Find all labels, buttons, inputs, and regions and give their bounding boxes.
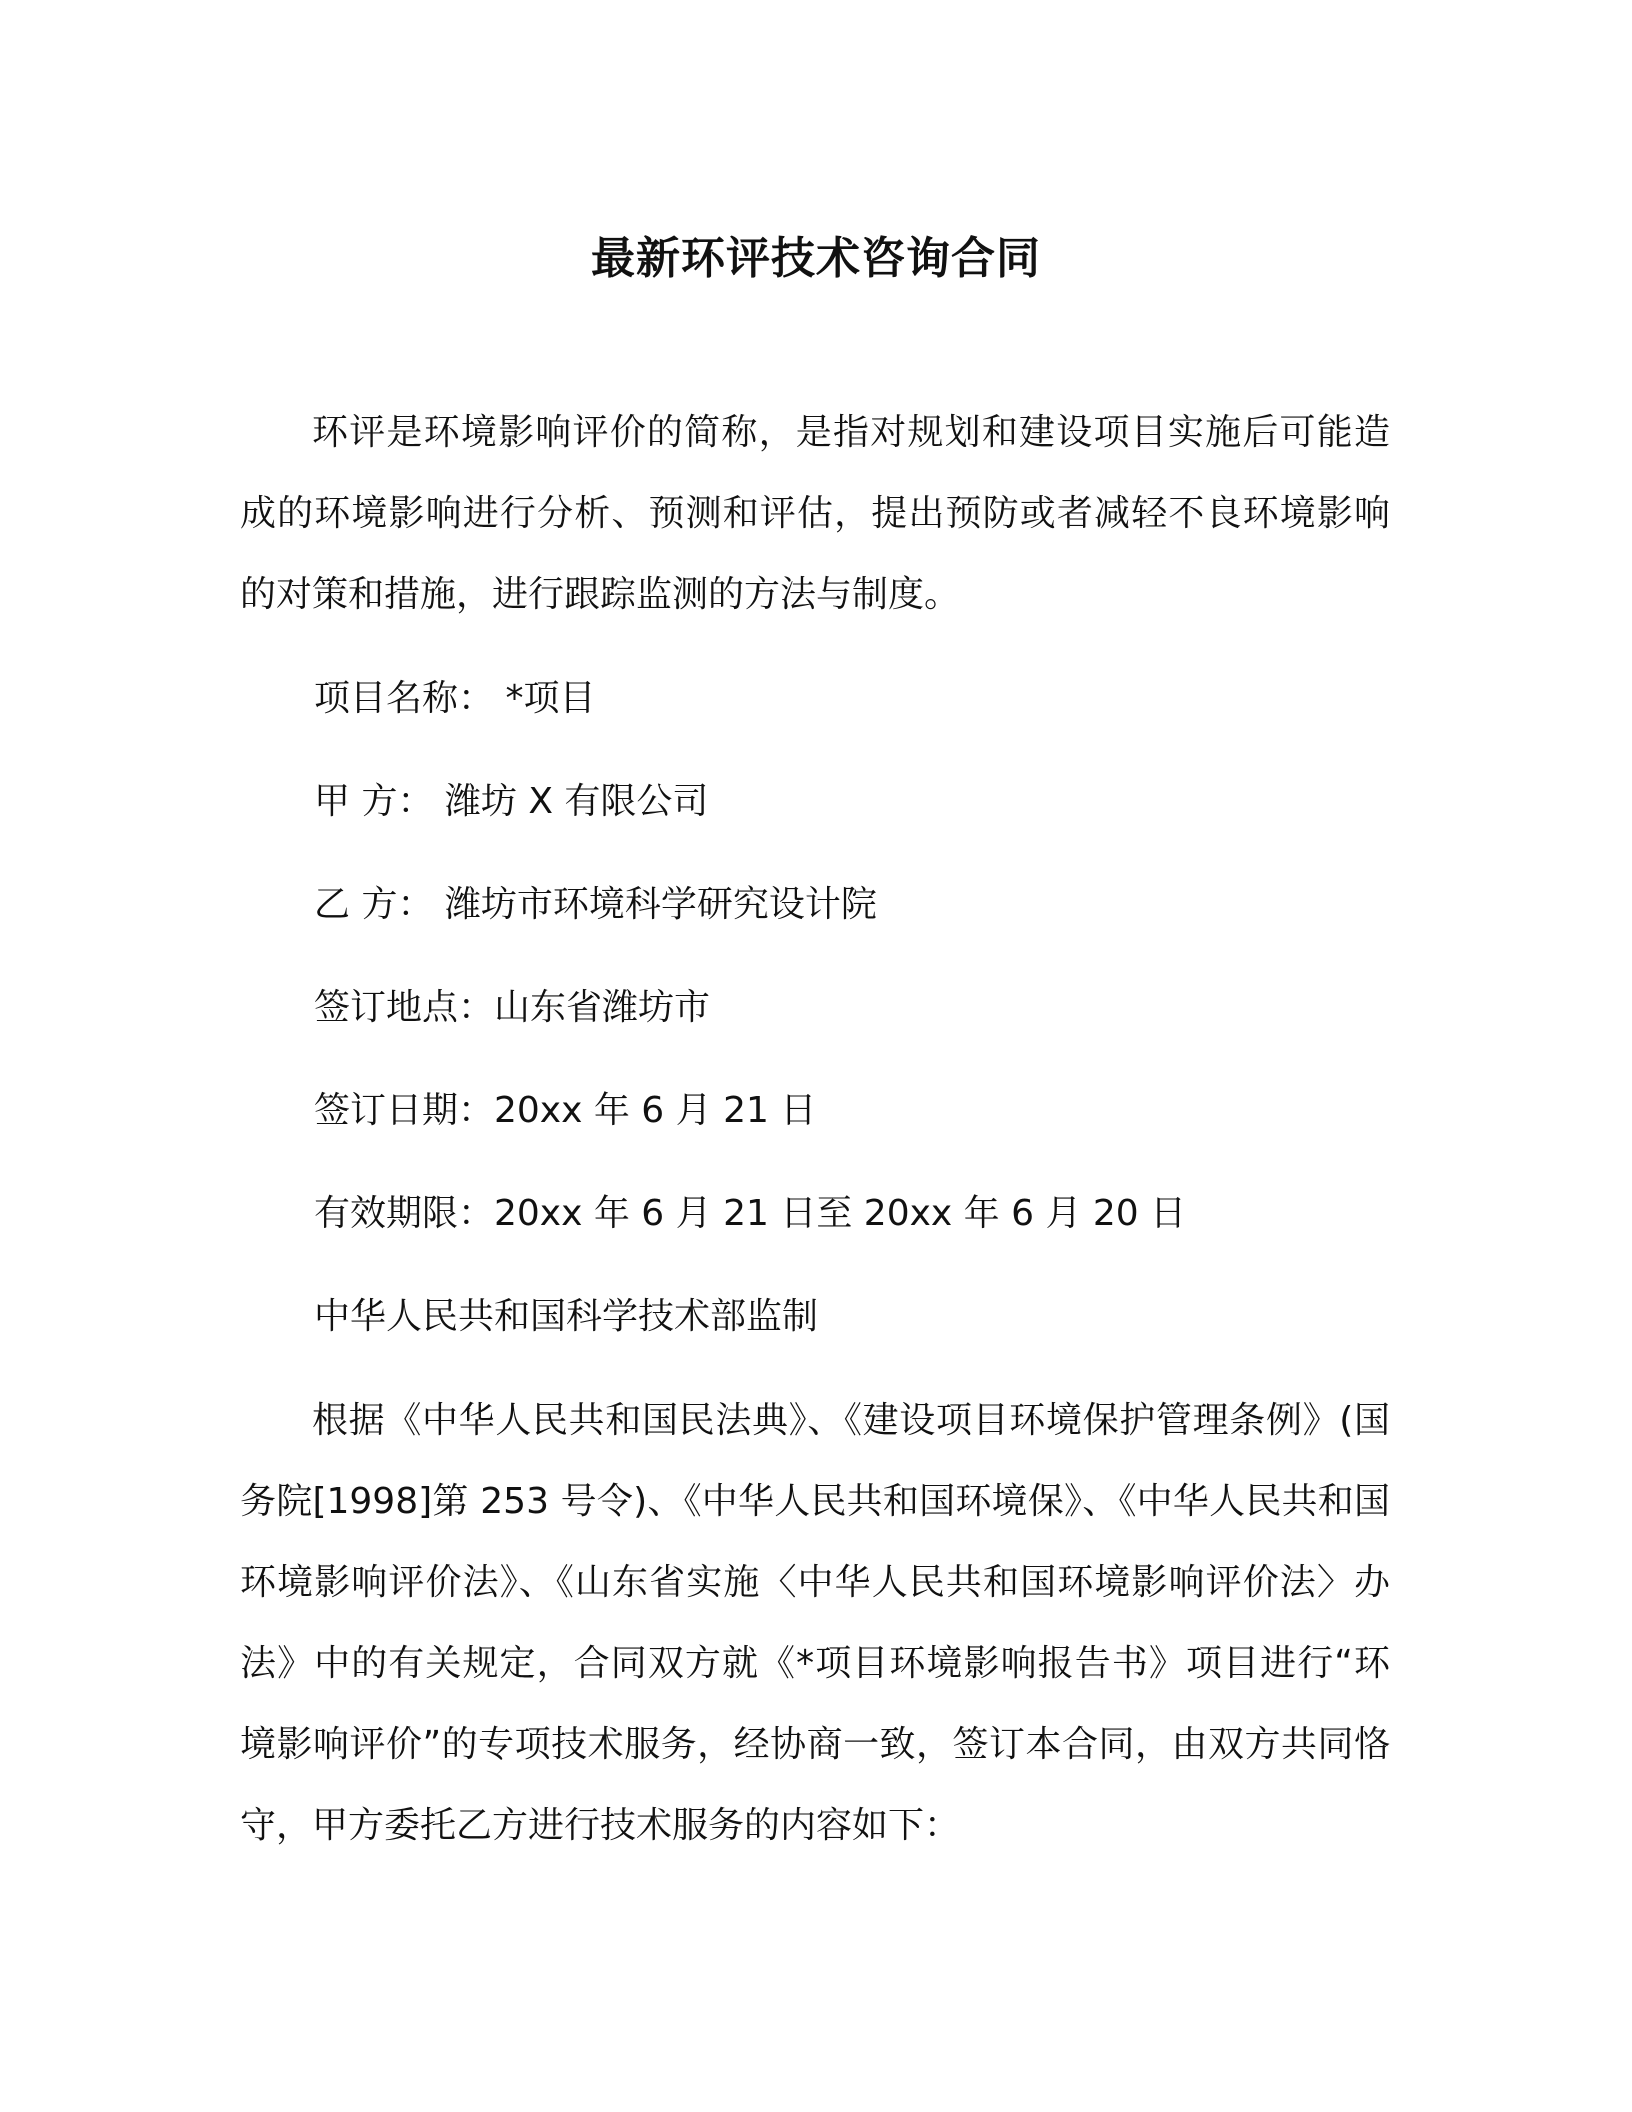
- signing-date-line: 签订日期：20xx 年 6 月 21 日: [314, 1090, 817, 1131]
- project-name-line: 项目名称： *项目: [314, 678, 596, 719]
- party-a-line: 甲 方： 潍坊 X 有限公司: [314, 781, 709, 822]
- supervisor-line: 中华人民共和国科学技术部监制: [314, 1296, 819, 1337]
- document-title: 最新环评技术咨询合同: [591, 233, 1041, 284]
- party-b-line: 乙 方： 潍坊市环境科学研究设计院: [314, 884, 877, 925]
- document-body: [240, 392, 1390, 1866]
- validity-period-line: 有效期限：20xx 年 6 月 21 日至 20xx 年 6 月 20 日: [314, 1193, 1187, 1234]
- intro-paragraph: 环评是环境影响评价的简称，是指对规划和建设项目实施后可能造成的环境影响进行分析、预测和评估，提出预防或者减轻不良环境影响的对策和措施，进行跟踪监测的方法与制度。: [240, 412, 1390, 615]
- signing-place-line: 签订地点：山东省潍坊市: [314, 987, 711, 1028]
- basis-paragraph: 根据《中华人民共和国民法典》、《建设项目环境保护管理条例》(国务院[1998]第 253 号令)、《中华人民共和国环境保》、《中华人民共和国环境影响评价法》、《山东省实施〈中华人民共和国环境影响评价法〉办法》中的有关规定，合同双方就《*项目环境影响报告书》项目进行“环境影响评价”的专项技术服务，经协商一致，签订本合同，由双方共同恪守，甲方委托乙方进行技术服务的内容如下：: [240, 1400, 1390, 1846]
